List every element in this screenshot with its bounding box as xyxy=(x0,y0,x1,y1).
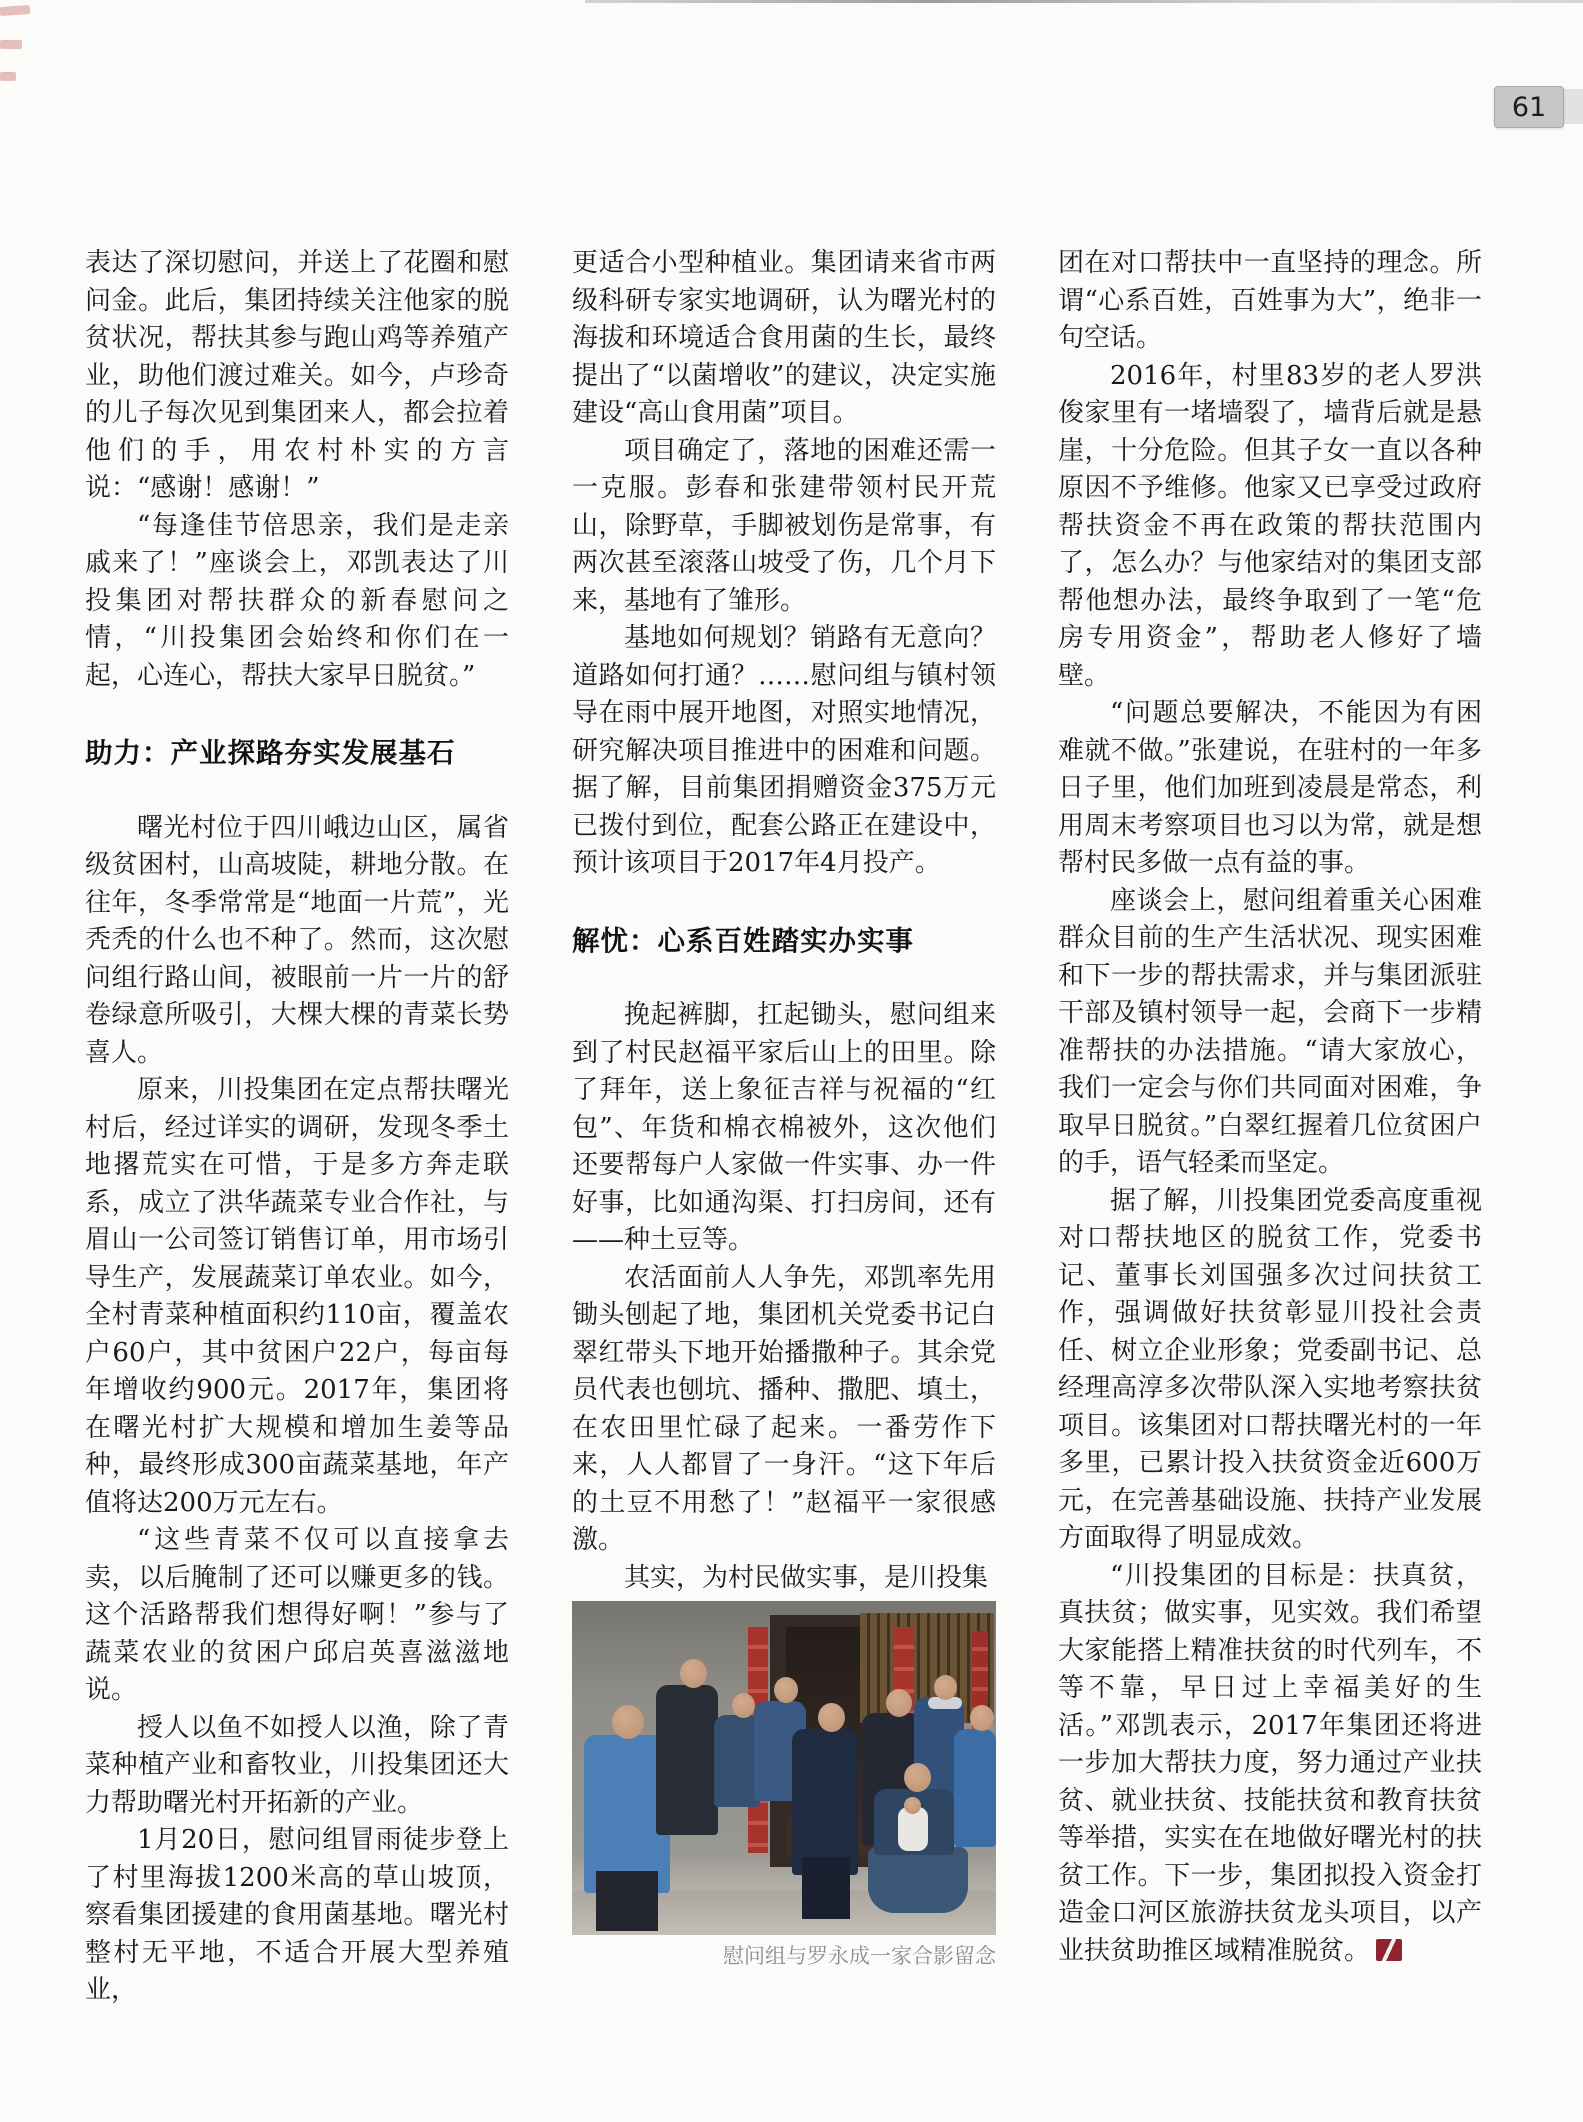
paragraph: “每逢佳节倍思亲，我们是走亲戚来了！”座谈会上，邓凯表达了川投集团对帮扶群众的新春慰问之情，“川投集团会始终和你们在一起，心连心，帮扶大家早日脱贫。” xyxy=(85,510,509,691)
person-figure xyxy=(792,1729,858,1875)
person-figure xyxy=(954,1729,996,1847)
paragraph: 更适合小型种植业。集团请来省市两级科研专家实地调研，认为曙光村的海拔和环境适合食用菌的生长，最终提出了“以菌增收”的建议，决定实施建设“高山食用菌”项目。 xyxy=(572,248,996,428)
paragraph: 2016年，村里83岁的老人罗洪俊家里有一堵墙裂了，墙背后就是悬崖，十分危险。但其子女一直以各种原因不予维修。他家又已享受过政府帮扶资金不再在政策的帮扶范围内了，怎么办？与他家结对的集团支部帮他想办法，最终争取到了一笔“危房专用资金”，帮助老人修好了墙壁。 xyxy=(1058,360,1482,691)
section-heading: 助力：产业探路夯实发展基石 xyxy=(85,737,456,769)
person-figure xyxy=(612,1705,644,1739)
end-of-article-mark xyxy=(1376,1939,1402,1961)
paragraph: 团在对口帮扶中一直坚持的理念。所谓“心系百姓，百姓事为大”，绝非一句空话。 xyxy=(1058,248,1482,353)
seated-woman-skirt xyxy=(868,1847,968,1913)
person-figure xyxy=(596,1871,658,1931)
paragraph: 挽起裤脚，扛起锄头，慰问组来到了村民赵福平家后山上的田里。除了拜年，送上象征吉祥与祝福的“红包”、年货和棉衣棉被外，这次他们还要帮每户人家做一件实事、办一件好事，比如通沟渠、打扫房间，还有——种土豆等。 xyxy=(572,1000,996,1255)
person-figure xyxy=(818,1703,845,1732)
paragraph: “川投集团的目标是：扶真贫，真扶贫；做实事，见实效。我们希望大家能搭上精准扶贫的时代列车，不等不靠，早日过上幸福美好的生活。”邓凯表示，2017年集团还将进一步加大帮扶力度，努力通过产业扶贫、就业扶贫、技能扶贫和教育扶贫等举措，实实在在地做好曙光村的扶贫工作。下一步，集团拟投入资金打造金口河区旅游扶贫龙头项目，以产业扶贫助推区域精准脱贫。 xyxy=(1058,1560,1482,1966)
section-heading: 解忧：心系百姓踏实办实事 xyxy=(572,924,914,957)
registration-mark xyxy=(0,40,22,49)
registration-mark xyxy=(0,5,30,16)
paragraph: “问题总要解决，不能因为有困难就不做。”张建说，在驻村的一年多日子里，他们加班到凌晨是常态，利用周末考察项目也习以为常，就是想帮村民多做一点有益的事。 xyxy=(1058,698,1482,878)
paragraph: 基地如何规划？销路有无意向？道路如何打通？……慰问组与镇村领导在雨中展开地图，对照实地情况，研究解决项目推进中的困难和问题。据了解，目前集团捐赠资金375万元已拨付到位，配套公路正在建设中，预计该项目于2017年4月投产。 xyxy=(572,623,996,878)
paragraph: 授人以鱼不如授人以渔，除了青菜种植产业和畜牧业，川投集团还大力帮助曙光村开拓新的产业。 xyxy=(85,1712,509,1818)
registration-mark xyxy=(0,72,16,81)
paragraph: 表达了深切慰问，并送上了花圈和慰问金。此后，集团持续关注他家的脱贫状况，帮扶其参与跑山鸡等养殖产业，助他们渡过难关。如今，卢珍奇的儿子每次见到集团来人，都会拉着他们的手，用农村朴实的方言说：“感谢！感谢！” xyxy=(85,248,509,503)
paragraph: 曙光村位于四川峨边山区，属省级贫困村，山高坡陡，耕地分散。在往年，冬季常常是“地面一片荒”，光秃秃的什么也不种了。然而，这次慰问组行路山间，被眼前一片一片的舒卷绿意所吸引，大棵大棵的青菜长势喜人。 xyxy=(85,812,509,1068)
page-number-badge xyxy=(1494,86,1564,128)
photo-caption: 慰问组与罗永成一家合影留念 xyxy=(723,1944,996,1968)
person-figure xyxy=(934,1675,957,1700)
paragraph: 1月20日，慰问组冒雨徒步登上了村里海拔1200米高的草山坡顶，察看集团援建的食用菌基地。曙光村整村无平地，不适合开展大型养殖业， xyxy=(85,1825,509,2005)
baby-head xyxy=(904,1797,921,1814)
paragraph: 其实，为村民做实事，是川投集 xyxy=(624,1562,989,1593)
column-3 xyxy=(1058,245,1482,1970)
photo-group-family xyxy=(572,1601,996,1935)
page-number: 61 xyxy=(1511,91,1547,123)
person-figure xyxy=(680,1659,707,1688)
paragraph: “这些青菜不仅可以直接拿去卖，以后腌制了还可以赚更多的钱。这个活路帮我们想得好啊！”参与了蔬菜农业的贫困户邱启英喜滋滋地说。 xyxy=(85,1525,509,1705)
person-figure xyxy=(656,1685,718,1835)
column-2 xyxy=(572,245,996,1597)
paragraph: 据了解，川投集团党委高度重视对口帮扶地区的脱贫工作，党委书记、董事长刘国强多次过问扶贫工作，强调做好扶贫彰显川投社会责任、树立企业形象；党委副书记、总经理高淳多次带队深入实地考察扶贫项目。该集团对口帮扶曙光村的一年多里，已累计投入扶贫资金近600万元，在完善基础设施、扶持产业发展方面取得了明显成效。 xyxy=(1058,1185,1482,1553)
paragraph: 座谈会上，慰问组着重关心困难群众目前的生产生活状况、现实困难和下一步的帮扶需求，并与集团派驻干部及镇村领导一起，会商下一步精准帮扶的办法措施。“请大家放心，我们一定会与你们共同面对困难，争取早日脱贫。”白翠红握着几位贫困户的手，语气轻柔而坚定。 xyxy=(1058,885,1482,1178)
page-number-tail xyxy=(1562,89,1583,124)
person-figure xyxy=(802,1857,850,1919)
paragraph: 项目确定了，落地的困难还需一一克服。彭春和张建带领村民开荒山，除野草，手脚被划伤是常事，有两次甚至滚落山坡受了伤，几个月下来，基地有了雏形。 xyxy=(572,435,996,616)
scan-edge-line xyxy=(585,0,1583,3)
person-figure xyxy=(886,1689,912,1717)
paragraph: 原来，川投集团在定点帮扶曙光村后，经过详实的调研，发现冬季土地撂荒实在可惜，于是多方奔走联系，成立了洪华蔬菜专业合作社，与眉山一公司签订销售订单，用市场引导生产，发展蔬菜订单农业。如今，全村青菜种植面积约110亩，覆盖农户60户，其中贫困户22户，每亩每年增收约900元。2017年，集团将在曙光村扩大规模和增加生姜等品种，最终形成300亩蔬菜基地，年产值将达200万元左右。 xyxy=(85,1075,509,1518)
paragraph: 农活面前人人争先，邓凯率先用锄头刨起了地，集团机关党委书记白翠红带头下地开始播撒种子。其余党员代表也刨坑、播种、撒肥、填土，在农田里忙碌了起来。一番劳作下来，人人都冒了一身汗。“这下年后的土豆不用愁了！”赵福平一家很感激。 xyxy=(572,1262,996,1555)
column-1 xyxy=(85,245,509,2010)
person-figure xyxy=(774,1677,798,1703)
person-figure xyxy=(970,1705,994,1731)
seated-woman-head xyxy=(904,1763,931,1792)
person-figure xyxy=(732,1693,755,1718)
